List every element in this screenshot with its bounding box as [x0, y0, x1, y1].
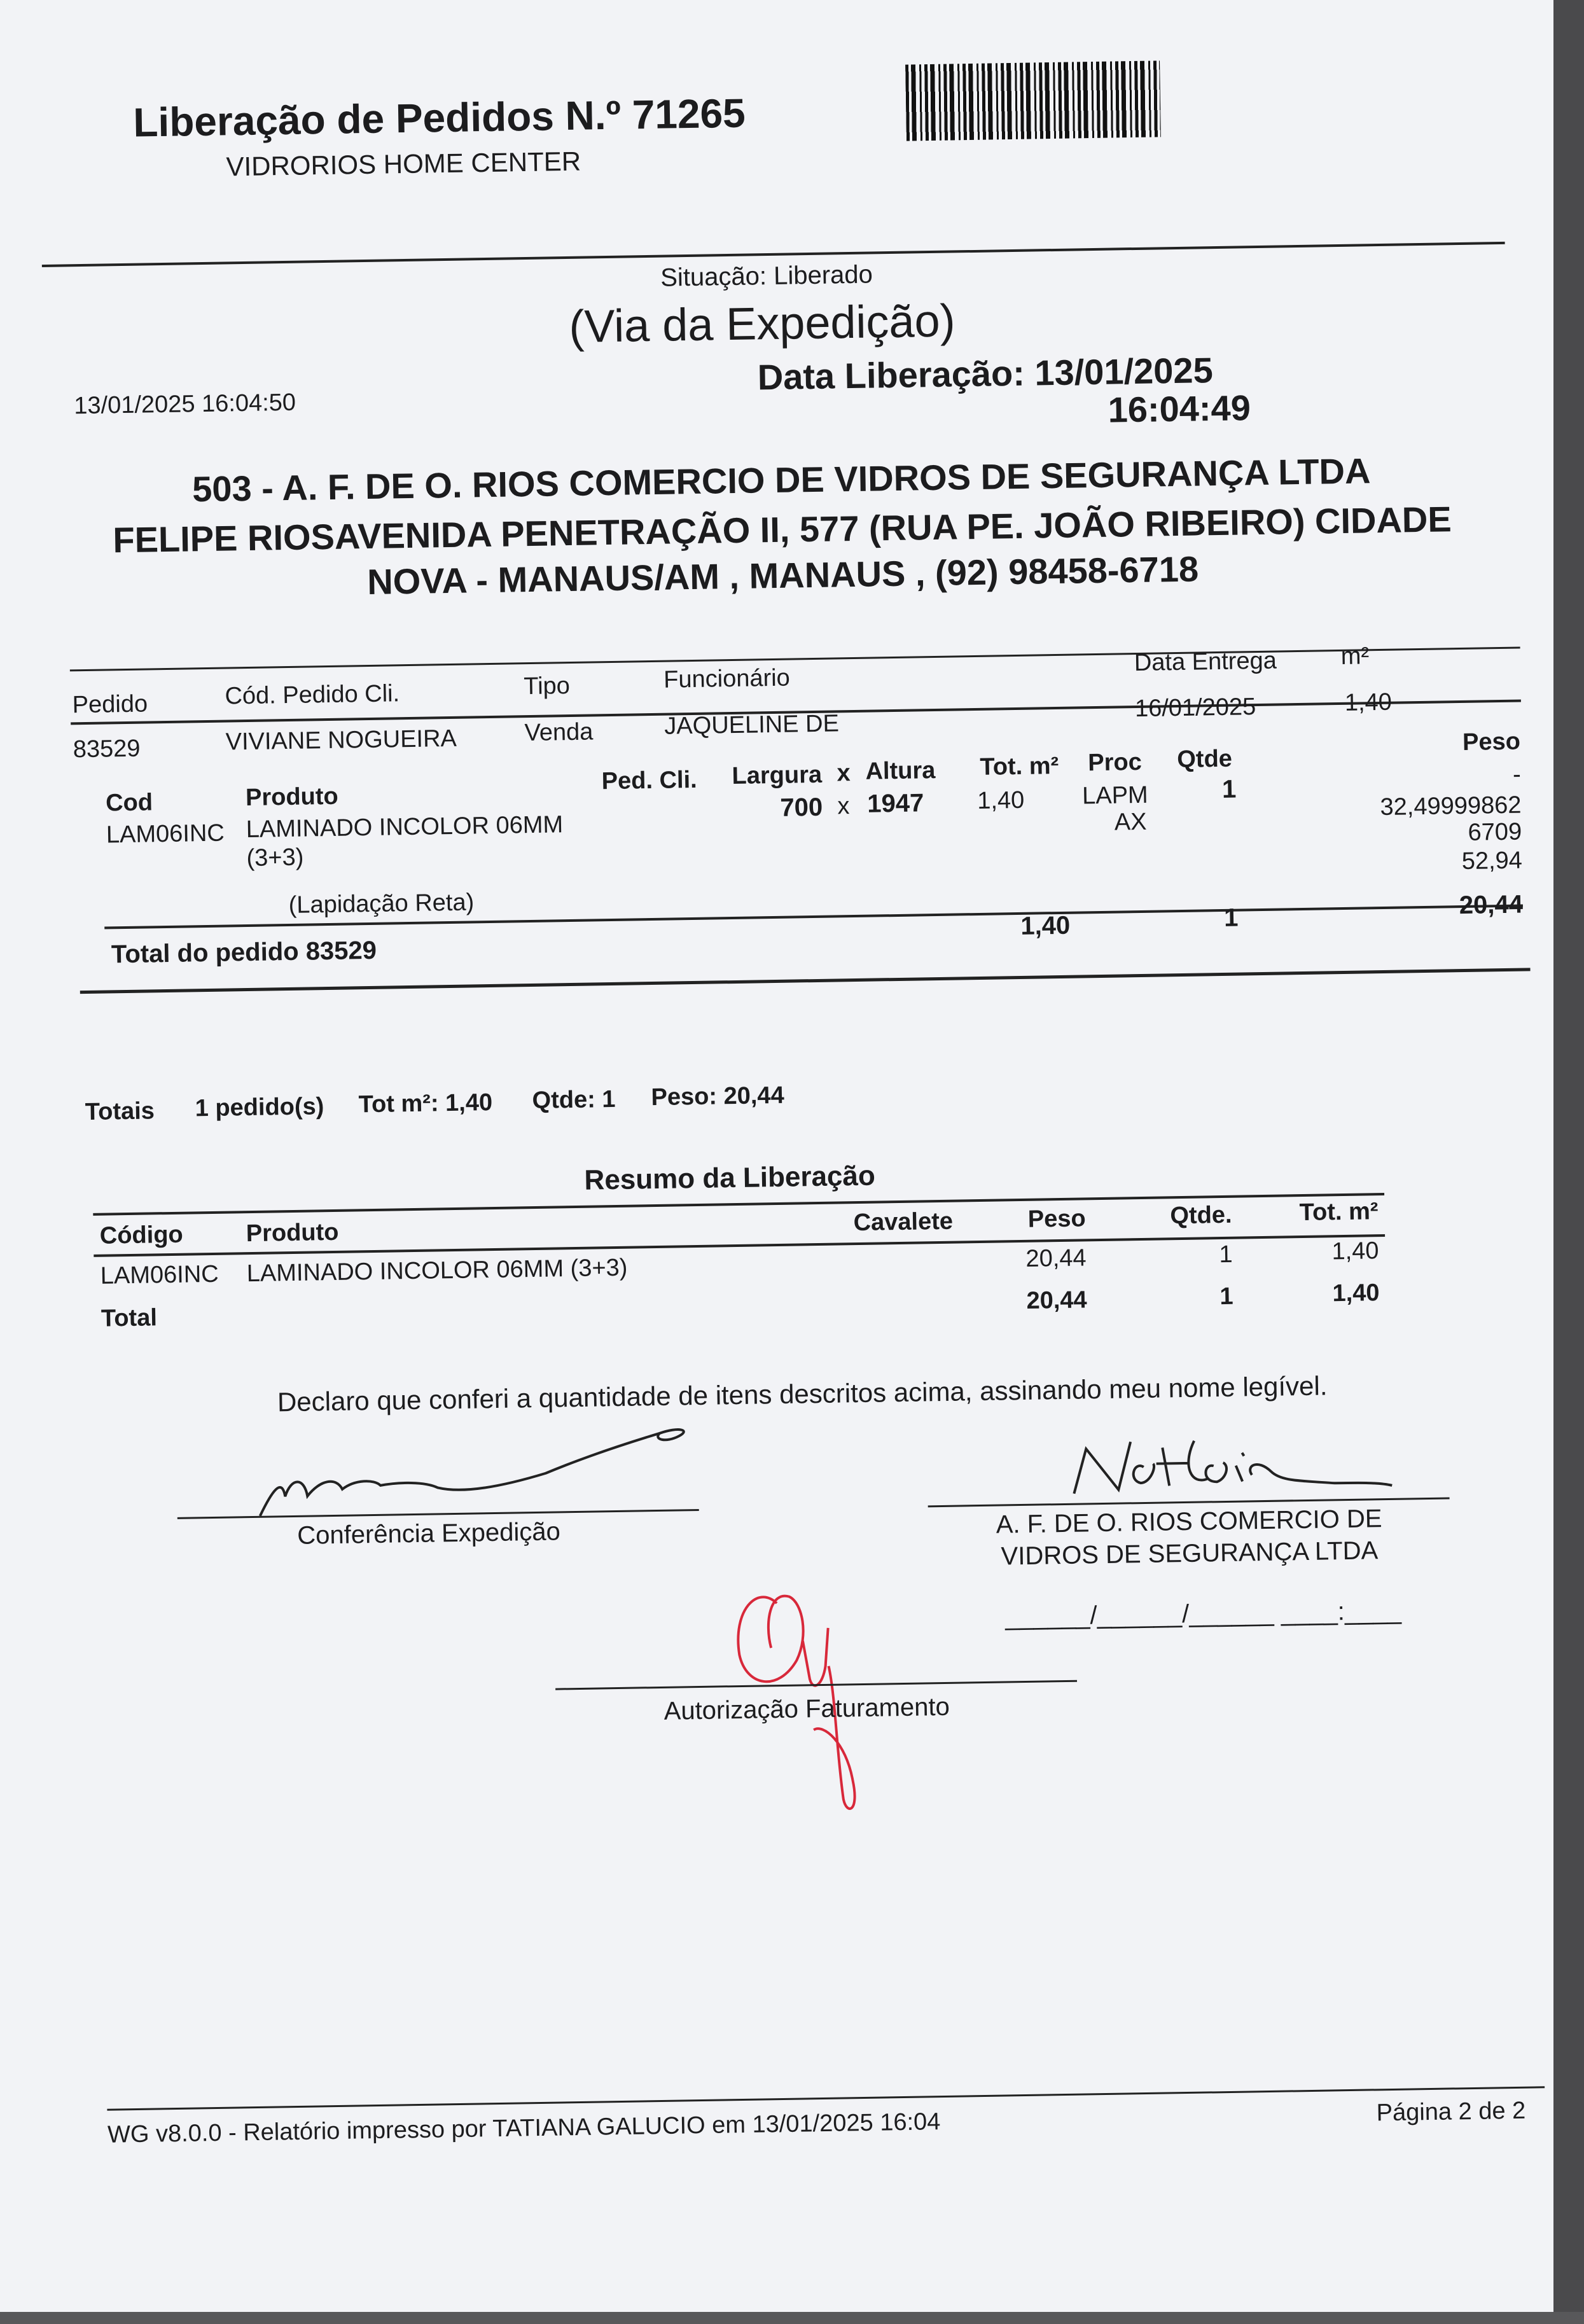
label-tipo: Tipo [524, 672, 571, 700]
scan-edge-shadow [1553, 0, 1584, 2312]
summary-row-peso: 20,44 [1025, 1244, 1087, 1272]
summary-row-code: LAM06INC [100, 1260, 219, 1290]
order-type: Venda [524, 718, 594, 747]
label-x: x [837, 760, 851, 787]
item-peso-cont: 6709 [1468, 818, 1522, 846]
release-date: Data Liberação: 13/01/2025 [757, 350, 1214, 398]
item-product: LAMINADO INCOLOR 06MM [246, 811, 564, 844]
summary-total-label: Total [101, 1304, 158, 1332]
summary-row-tot-m2: 1,40 [1331, 1237, 1379, 1265]
company-signature-label-line2: VIDROS DE SEGURANÇA LTDA [1001, 1536, 1379, 1571]
item-tot-m2: 1,40 [976, 786, 1025, 814]
summary-col-peso: Peso [1027, 1205, 1086, 1233]
footer-printed-by: WG v8.0.0 - Relatório impresso por TATIANA GALUCIO em 13/01/2025 16:04 [107, 2108, 941, 2148]
label-funcionario: Funcionário [663, 664, 791, 693]
summary-total-qtde: 1 [1219, 1283, 1233, 1311]
label-ped-cli: Ped. Cli. [601, 766, 697, 795]
label-qtde: Qtde [1176, 745, 1233, 774]
totals-peso: Peso: 20,44 [651, 1082, 784, 1111]
summary-col-qtde: Qtde. [1170, 1201, 1232, 1230]
declaration-text: Declaro que conferi a quantidade de itens descritos acima, assinando meu nome legível. [277, 1370, 1328, 1417]
label-cod-pedido-cli: Cód. Pedido Cli. [225, 680, 400, 710]
summary-col-codigo: Código [99, 1221, 184, 1249]
totals-m2: Tot m²: 1,40 [358, 1089, 493, 1118]
print-timestamp: 13/01/2025 16:04:50 [74, 389, 296, 420]
totals-orders: 1 pedido(s) [195, 1093, 324, 1122]
item-proc-cont: AX [1114, 808, 1147, 836]
label-data-entrega: Data Entrega [1134, 647, 1277, 677]
label-cod: Cod [105, 789, 153, 817]
copy-type: (Via da Expedição) [568, 295, 956, 352]
item-width: 700 [780, 793, 823, 822]
client-order-code: VIVIANE NOGUEIRA [225, 725, 457, 756]
totals-qtde: Qtde: 1 [532, 1085, 616, 1115]
summary-col-produto: Produto [246, 1218, 339, 1248]
summary-row-product: LAMINADO INCOLOR 06MM (3+3) [246, 1254, 628, 1288]
order-number: 83529 [73, 735, 141, 763]
summary-total-tot-m2: 1,40 [1332, 1279, 1380, 1307]
status-text: Situação: Liberado [660, 260, 873, 292]
footer-page-number: Página 2 de 2 [1376, 2097, 1526, 2127]
item-processing-note: (Lapidação Reta) [288, 889, 475, 919]
item-peso: 32,49999862 [1380, 791, 1522, 821]
customer-name: 503 - A. F. DE O. RIOS COMERCIO DE VIDROS DE SEGURANÇA LTDA [191, 450, 1371, 510]
order-total-m2: 1,40 [1020, 911, 1071, 940]
item-proc: LAPM [1081, 781, 1148, 810]
item-x: x [837, 793, 850, 820]
order-total-label: Total do pedido 83529 [111, 936, 377, 969]
page-title: Liberação de Pedidos N.º 71265 [132, 90, 746, 146]
summary-col-cavalete: Cavalete [853, 1207, 954, 1237]
label-tot-m2: Tot. m² [980, 752, 1059, 781]
faturamento-label: Autorização Faturamento [663, 1692, 950, 1725]
label-proc: Proc [1088, 748, 1143, 777]
label-peso: Peso [1462, 728, 1521, 756]
company-signature [1060, 1424, 1418, 1506]
customer-address-line1: FELIPE RIOSAVENIDA PENETRAÇÃO II, 577 (RUA PE. JOÃO RIBEIRO) CIDADE [112, 499, 1452, 560]
signature-date-fields: ______/______/______ ____:____ [1004, 1596, 1402, 1631]
item-code: LAM06INC [106, 819, 225, 849]
order-total-qtde: 1 [1223, 903, 1239, 932]
company-signature-label-line1: A. F. DE O. RIOS COMERCIO DE [996, 1505, 1382, 1539]
summary-title: Resumo da Liberação [584, 1160, 876, 1196]
label-altura: Altura [865, 757, 936, 785]
barcode [905, 60, 1161, 141]
totals-label: Totais [85, 1097, 155, 1126]
conferencia-label: Conferência Expedição [296, 1517, 561, 1550]
order-table-top-rule [70, 647, 1520, 672]
item-qtde: 1 [1221, 775, 1237, 804]
summary-total-peso: 20,44 [1026, 1286, 1087, 1314]
release-time: 16:04:49 [1108, 387, 1251, 430]
order-section-end-rule [80, 968, 1531, 994]
item-product-spec: (3+3) [246, 844, 304, 872]
item-height: 1947 [866, 789, 924, 818]
employee-name: JAQUELINE DE [664, 710, 840, 740]
label-pedido: Pedido [72, 690, 148, 719]
label-largura: Largura [732, 761, 823, 790]
order-total-peso: 20,44 [1459, 890, 1524, 920]
summary-row-qtde: 1 [1219, 1241, 1233, 1269]
order-m2: 1,40 [1344, 688, 1393, 716]
customer-address-line2: NOVA - MANAUS/AM , MANAUS , (92) 98458-6718 [366, 548, 1199, 602]
summary-col-tot-m2: Tot. m² [1299, 1198, 1379, 1227]
item-peso-dash: - [1512, 761, 1522, 788]
footer-rule [107, 2086, 1545, 2110]
company-short-name: VIDRORIOS HOME CENTER [226, 146, 581, 182]
label-m2: m² [1340, 643, 1370, 670]
label-produto: Produto [245, 783, 339, 812]
delivery-date: 16/01/2025 [1134, 693, 1256, 723]
item-peso-total: 52,94 [1461, 847, 1523, 875]
